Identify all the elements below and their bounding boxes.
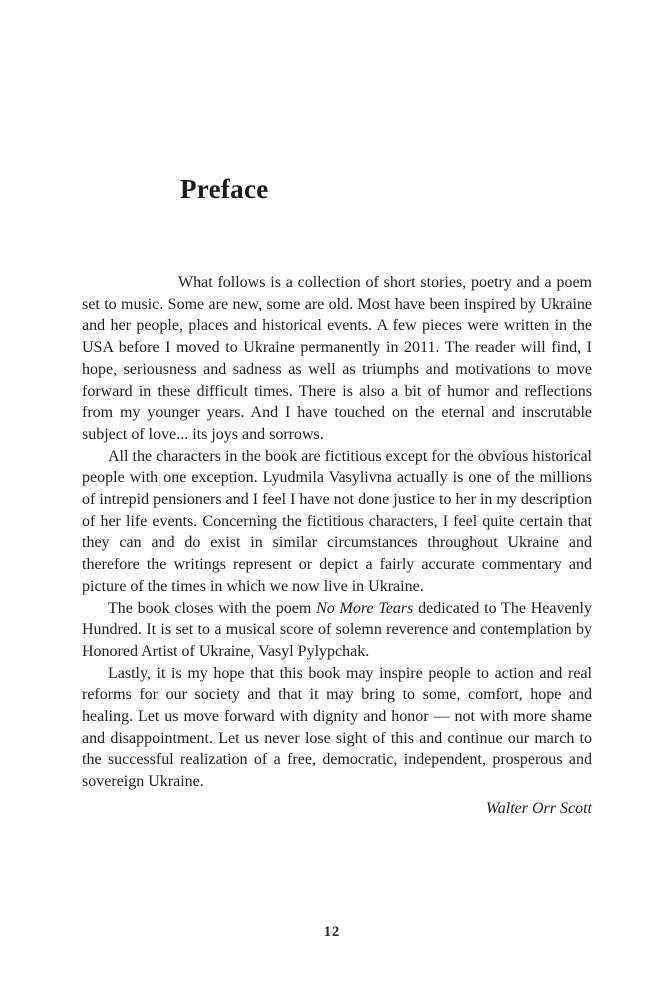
paragraph-3-text-after: dedicated to The Heavenly Hundred. It is set to a musical score of solemn reverence and contemplation by Honored Artist of Ukraine, Vasyl Pylypchak. [82, 599, 593, 660]
paragraph-1: What follows is a collection of short stories, poetry and a poem set to music. Some are new, some are old. Most have been inspired by Ukraine and her people, places and historical events. A few pieces were written in the USA before I moved to Ukraine permanently in 2011. The reader will find, I hope, seriousness and sadness as well as triumphs and motivations to move forward in these difficult times. There is also a bit of humor and reflections from my younger years. And I have touched on the eternal and inscrutable subject of love... its joys and sorrows. [82, 274, 592, 443]
page-title: Preface [180, 174, 269, 205]
preface-body [82, 272, 592, 820]
paragraph-3 [82, 598, 592, 663]
page-number: 12 [323, 924, 341, 940]
paragraph-3-text-before: The book closes with the poem [108, 599, 317, 617]
book-title-italic: No More Tears [316, 599, 414, 617]
paragraph-2: All the characters in the book are fictitious except for the obvious historical people with one exception. Lyudmila Vasylivna actually is one of the millions of intrepid pensioners and I feel I have not done justice to her in my description of her life events. Concerning the fictitious characters, I feel quite certain that they can and do exist in similar circumstances throughout Ukraine and therefore the writings represent or depict a fairly accurate commentary and picture of the times in which we now live in Ukraine. [82, 447, 592, 595]
paragraph-4: Lastly, it is my hope that this book may inspire people to action and real reforms for our society and that it may bring to some, comfort, hope and healing. Let us move forward with dignity and honor — not with more shame and disappointment. Let us never lose sight of this and continue our march to the successful realization of a free, democratic, independent, prosperous and sovereign Ukraine. [82, 664, 592, 791]
author-signature: Walter Orr Scott [485, 799, 592, 817]
